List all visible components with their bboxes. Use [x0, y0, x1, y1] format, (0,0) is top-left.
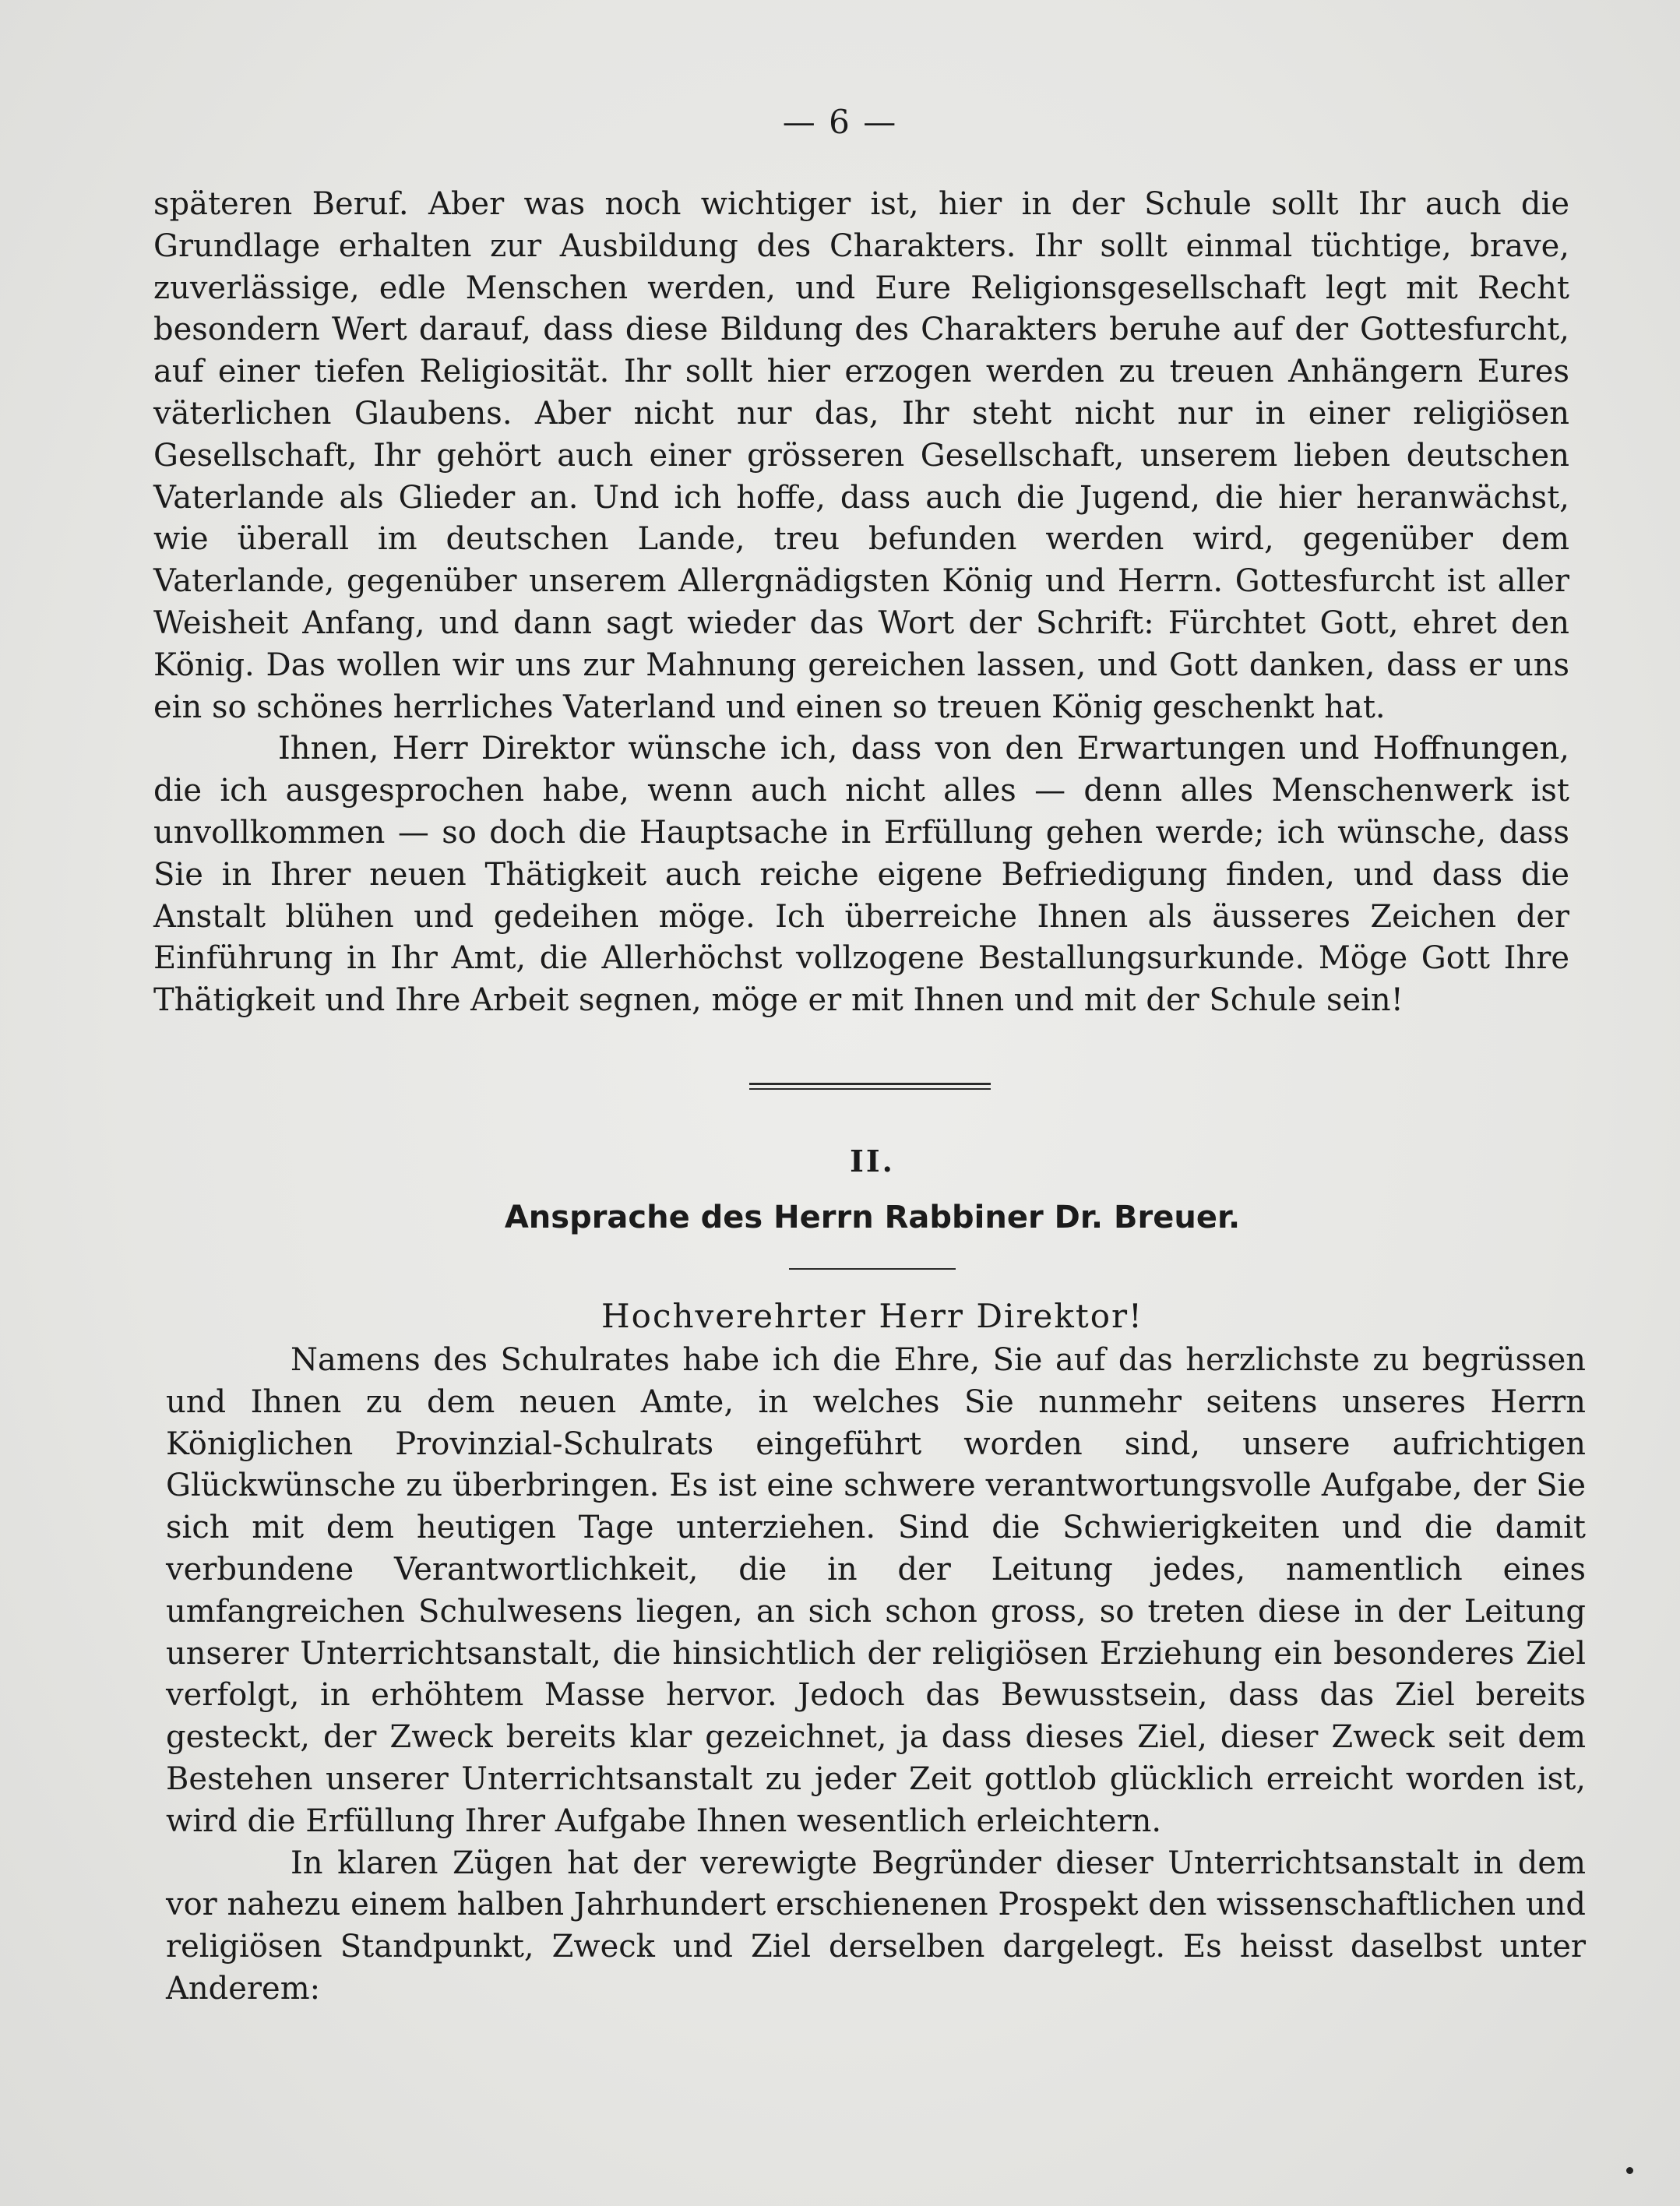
paragraph: späteren Beruf. Aber was noch wichtiger ist, hier in der Schule sollt Ihr auch die Grundlage erhalten zur Ausbildung des Charakters. Ihr sollt einmal tüchtige, brave, zuverlässige, edle Menschen werden, und Eure Religionsgesellschaft legt mit Recht besondern Wert darauf, dass diese Bildung des Charakters beruhe auf der Gottesfurcht, auf einer tiefen Religiosität. Ihr sollt hier erzogen werden zu treuen Anhängern Eures väterlichen Glaubens. Aber nicht nur das, Ihr steht nicht nur in einer religiösen Gesellschaft, Ihr gehört auch einer grösseren Gesellschaft, unserem lieben deutschen Vaterlande als Glieder an. Und ich hoffe, dass auch die Jugend, die hier heranwächst, wie überall im deutschen Lande, treu befunden werden wird, gegenüber dem Vaterlande, gegenüber unserem Allergnädigsten König und Herrn. Gottesfurcht ist aller Weisheit Anfang, und dann sagt wieder das Wort der Schrift: Fürchtet Gott, ehret den König. Das wollen wir uns zur Mahnung gereichen lassen, und Gott danken, dass er uns ein so schönes herrliches Vaterland und einen so treuen König geschenkt hat.: [153, 186, 1569, 725]
speech-body: [166, 1340, 1586, 2010]
paragraph: Ihnen, Herr Direktor wünsche ich, dass von den Erwartungen und Hoffnungen, die ich ausgesprochen habe, wenn auch nicht alles — denn alles Menschenwerk ist unvollkommen — so doch die Hauptsache in Erfüllung gehen werde; ich wünsche, dass Sie in Ihrer neuen Thätigkeit auch reiche eigene Befriedigung finden, und dass die Anstalt blühen und gedeihen möge. Ich überreiche Ihnen als äusseres Zeichen der Einführung in Ihr Amt, die Allerhöchst vollzogene Bestallungsurkunde. Möge Gott Ihre Thätigkeit und Ihre Arbeit segnen, möge er mit Ihnen und mit der Schule sein!: [153, 731, 1569, 1019]
section-heading: Ansprache des Herrn Rabbiner Dr. Breuer.: [504, 1200, 1241, 1235]
section-divider: [749, 1083, 991, 1085]
section-numeral: II.: [850, 1144, 895, 1179]
speech-continuation: [153, 184, 1569, 1022]
paragraph: In klaren Zügen hat der verewigte Begründer dieser Unterrichtsanstalt in dem vor nahezu einem halben Jahrhundert erschienenen Prospekt den wissenschaftlichen und religiösen Standpunkt, Zweck und Ziel derselben dargelegt. Es heisst daselbst unter Anderem:: [166, 1845, 1587, 2007]
ink-speck: [1626, 2167, 1633, 2174]
section-divider: [749, 1088, 991, 1090]
salutation: Hochverehrter Herr Direktor!: [601, 1297, 1143, 1335]
paragraph: Namens des Schulrates habe ich die Ehre, Sie auf das herzlichste zu begrüssen und Ihnen zu dem neuen Amte, in welches Sie nunmehr seitens unseres Herrn Königlichen Provinzial-Schulrats eingeführt worden sind, unsere aufrichtigen Glückwünsche zu überbringen. Es ist eine schwere verantwortungsvolle Aufgabe, der Sie sich mit dem heutigen Tage unterziehen. Sind die Schwierigkeiten und die damit verbundene Verantwortlichkeit, die in der Leitung jedes, namentlich eines umfangreichen Schulwesens liegen, an sich schon gross, so treten diese in der Leitung unserer Unterrichtsanstalt, die hinsichtlich der religiösen Erziehung ein besonderes Ziel verfolgt, in erhöhtem Masse hervor. Jedoch das Bewusstsein, dass das Ziel bereits gesteckt, der Zweck bereits klar gezeichnet, ja dass dieses Ziel, dieser Zweck seit dem Bestehen unserer Unterrichtsanstalt zu jeder Zeit gottlob glücklich erreicht worden ist, wird die Erfüllung Ihrer Aufgabe Ihnen wesentlich erleichtern.: [166, 1342, 1586, 1839]
page-number: — 6 —: [782, 103, 898, 141]
heading-divider: [789, 1268, 956, 1270]
